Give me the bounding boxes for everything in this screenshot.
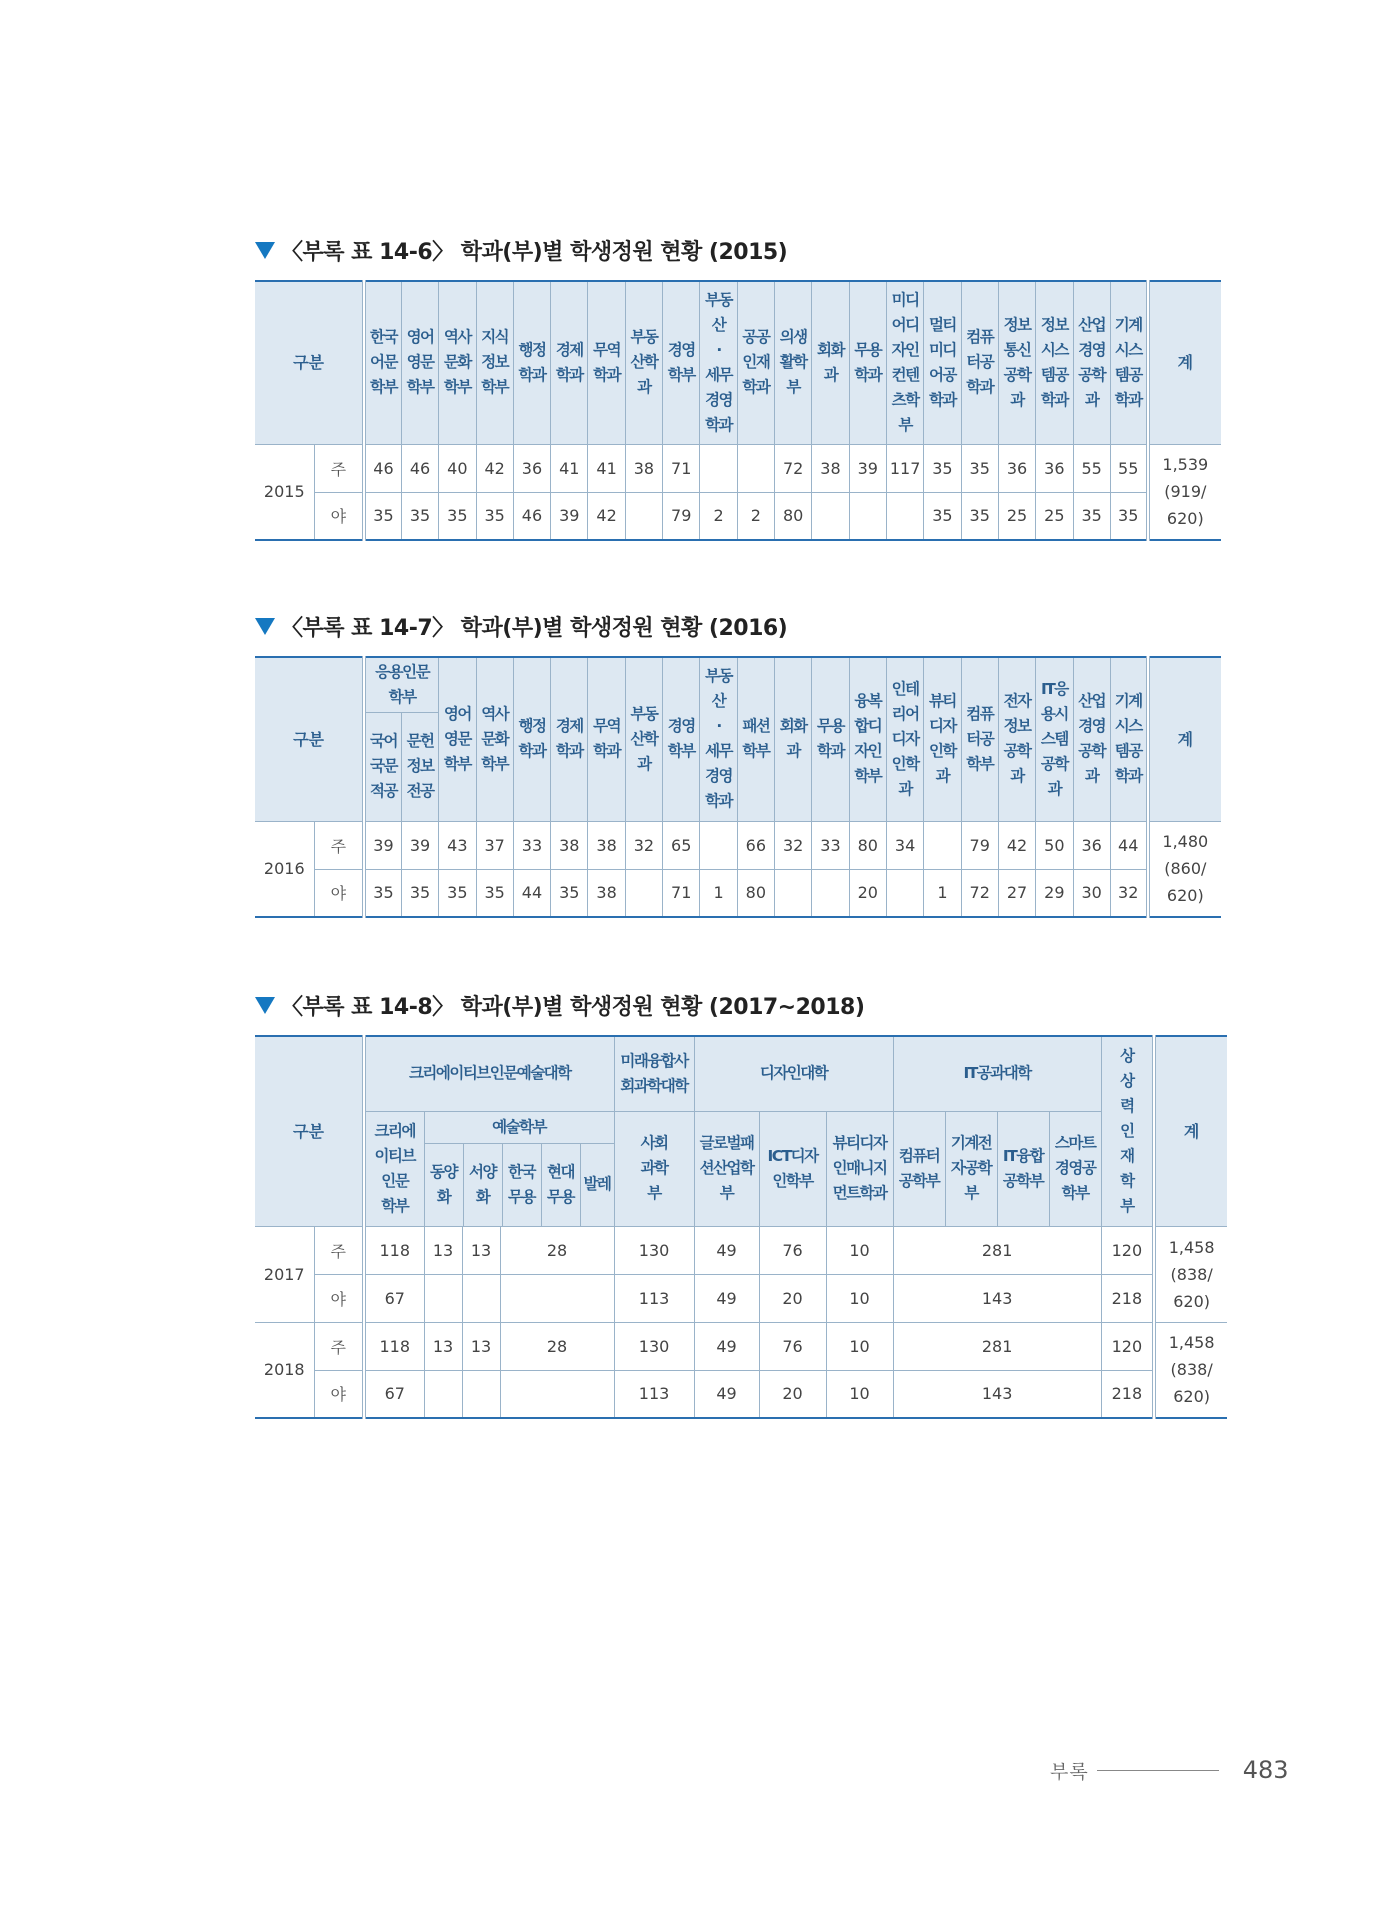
header-col: 무용 학과	[849, 281, 886, 444]
table-cell: 55	[1073, 444, 1110, 492]
table-cell: 49	[694, 1226, 759, 1274]
page-footer	[1050, 1752, 1300, 1788]
table-cell	[737, 444, 774, 492]
section-title-text: 〈부록 표 14-7〉 학과(부)별 학생정원 현황 (2016)	[281, 615, 788, 641]
table-cell: 20	[759, 1370, 826, 1418]
table-cell	[462, 1370, 500, 1418]
table-cell	[462, 1274, 500, 1322]
table-cell: 120	[1101, 1322, 1154, 1370]
header-col: 지식 정보 학부	[476, 281, 513, 444]
table-cell: 80	[775, 492, 812, 540]
header-group-applied-humanities: 응용인문 학부	[364, 657, 439, 712]
triangle-bullet-icon	[255, 618, 275, 635]
table-cell: 35	[476, 492, 513, 540]
table-cell: 49	[694, 1274, 759, 1322]
header-col: 영어 영문 학부	[439, 657, 476, 821]
header-col: 스마트 경영공 학부	[1049, 1111, 1101, 1226]
table-cell: 43	[439, 821, 476, 869]
table-cell: 218	[1101, 1274, 1154, 1322]
header-col: 회화 과	[775, 657, 812, 821]
year-cell: 2016	[255, 821, 314, 917]
header-social-science-school: 사회 과학 부	[614, 1111, 694, 1226]
table-cell: 49	[694, 1370, 759, 1418]
table-cell: 50	[1036, 821, 1073, 869]
table-cell: 1	[924, 869, 961, 917]
table-cell: 30	[1073, 869, 1110, 917]
enrollment-table-2015	[255, 280, 1221, 541]
table-cell: 46	[513, 492, 550, 540]
table-cell: 42	[588, 492, 625, 540]
header-col: 기계 시스 템공 학과	[1110, 281, 1147, 444]
total-cell: 1,480 (860/ 620)	[1148, 821, 1221, 917]
table-cell: 13	[462, 1322, 500, 1370]
day-night-label: 야	[314, 1370, 364, 1418]
table-cell: 10	[826, 1370, 893, 1418]
table-cell: 113	[614, 1274, 694, 1322]
table-cell: 49	[694, 1322, 759, 1370]
table-cell: 35	[1073, 492, 1110, 540]
table-cell: 281	[893, 1226, 1101, 1274]
table-cell: 13	[462, 1226, 500, 1274]
header-col: 뷰티 디자 인학 과	[924, 657, 961, 821]
header-col: 부동 산학 과	[625, 657, 662, 821]
header-arts-school-label: 예술학부	[425, 1112, 614, 1144]
header-col: 전자 정보 공학 과	[998, 657, 1035, 821]
table-section-2017-2018	[255, 989, 1221, 1419]
table-row	[255, 1370, 1227, 1418]
table-cell: 35	[364, 869, 401, 917]
table-cell: 38	[812, 444, 849, 492]
enrollment-table-2016	[255, 656, 1221, 918]
table-cell	[886, 869, 923, 917]
table-cell: 79	[663, 492, 700, 540]
enrollment-table-2017-2018	[255, 1035, 1227, 1419]
table-cell: 218	[1101, 1370, 1154, 1418]
header-col: 무용 학과	[812, 657, 849, 821]
table-cell: 32	[625, 821, 662, 869]
table-cell: 35	[924, 492, 961, 540]
day-night-label: 야	[314, 1274, 364, 1322]
table-cell: 13	[424, 1322, 462, 1370]
table-cell: 35	[924, 444, 961, 492]
table-cell: 120	[1101, 1226, 1154, 1274]
table-cell	[700, 821, 737, 869]
header-imagination-talent-school: 상 상 력 인 재 학 부	[1101, 1036, 1154, 1226]
table-cell: 38	[625, 444, 662, 492]
footer-label: 부록	[1050, 1760, 1089, 1783]
table-cell: 40	[439, 444, 476, 492]
header-col: 글로벌패 션산업학 부	[694, 1111, 759, 1226]
table-cell	[812, 492, 849, 540]
table-cell: 13	[424, 1226, 462, 1274]
table-cell: 41	[551, 444, 588, 492]
header-col: 뷰티디자 인매니지 먼트학과	[826, 1111, 893, 1226]
header-col: 의생 활학 부	[775, 281, 812, 444]
header-col: 부동 산학 과	[625, 281, 662, 444]
table-header-row	[255, 657, 1221, 712]
header-total: 계	[1148, 281, 1221, 444]
header-col: 행정 학과	[513, 657, 550, 821]
table-cell: 36	[1036, 444, 1073, 492]
header-col: 경영 학부	[663, 281, 700, 444]
table-cell: 35	[551, 869, 588, 917]
table-cell: 44	[513, 869, 550, 917]
table-cell: 41	[588, 444, 625, 492]
header-col: 국어 국문 적공	[364, 712, 401, 821]
footer-rule	[1097, 1770, 1219, 1771]
table-cell: 143	[893, 1370, 1101, 1418]
header-col: 역사 문화 학부	[439, 281, 476, 444]
header-col: 무역 학과	[588, 281, 625, 444]
day-night-label: 주	[314, 821, 364, 869]
header-gubun: 구분	[255, 281, 364, 444]
header-col: ICT디자 인학부	[759, 1111, 826, 1226]
table-cell: 32	[775, 821, 812, 869]
table-cell: 33	[812, 821, 849, 869]
section-title	[255, 989, 1221, 1021]
table-cell: 10	[826, 1274, 893, 1322]
header-col: 문헌 정보 전공	[401, 712, 438, 821]
header-col: 동양 화	[425, 1144, 464, 1226]
header-col: 멀티 미디 어공 학과	[924, 281, 961, 444]
header-col: 서양 화	[464, 1144, 503, 1226]
table-section-2016	[255, 610, 1221, 918]
table-cell	[700, 444, 737, 492]
table-cell: 39	[849, 444, 886, 492]
table-cell: 72	[775, 444, 812, 492]
section-title-text: 〈부록 표 14-8〉 학과(부)별 학생정원 현황 (2017~2018)	[281, 994, 865, 1020]
table-cell	[500, 1274, 614, 1322]
table-cell: 71	[663, 869, 700, 917]
header-college-it-engineering: IT공과대학	[893, 1036, 1101, 1111]
header-total: 계	[1148, 657, 1221, 821]
table-cell: 67	[364, 1370, 424, 1418]
table-cell: 28	[500, 1322, 614, 1370]
header-col: 산업 경영 공학 과	[1073, 281, 1110, 444]
table-cell: 118	[364, 1226, 424, 1274]
header-col: 정보 시스 템공 학과	[1036, 281, 1073, 444]
header-col: 부동 산 · 세무 경영 학과	[700, 657, 737, 821]
table-cell: 35	[476, 869, 513, 917]
table-cell: 80	[737, 869, 774, 917]
section-title	[255, 234, 1221, 266]
table-header-row	[255, 1111, 1227, 1226]
table-cell: 36	[1073, 821, 1110, 869]
table-cell: 35	[439, 492, 476, 540]
table-cell	[625, 492, 662, 540]
table-cell: 113	[614, 1370, 694, 1418]
table-cell	[625, 869, 662, 917]
header-col: 인테 리어 디자 인학 과	[886, 657, 923, 821]
table-cell: 10	[826, 1226, 893, 1274]
day-night-label: 주	[314, 1322, 364, 1370]
table-cell: 38	[588, 821, 625, 869]
header-col: 역사 문화 학부	[476, 657, 513, 821]
day-night-label: 야	[314, 869, 364, 917]
table-row	[255, 869, 1221, 917]
header-col: IT융합 공학부	[997, 1111, 1049, 1226]
day-night-label: 야	[314, 492, 364, 540]
table-cell: 27	[998, 869, 1035, 917]
table-section-2015	[255, 234, 1221, 541]
header-col: 융복 합디 자인 학부	[849, 657, 886, 821]
header-gubun: 구분	[255, 1036, 364, 1226]
table-cell: 37	[476, 821, 513, 869]
header-col: 기계전 자공학 부	[945, 1111, 997, 1226]
table-cell: 130	[614, 1226, 694, 1274]
table-cell: 36	[998, 444, 1035, 492]
table-cell: 25	[998, 492, 1035, 540]
table-cell	[424, 1370, 462, 1418]
table-cell	[775, 869, 812, 917]
table-cell: 80	[849, 821, 886, 869]
table-cell	[886, 492, 923, 540]
table-cell: 34	[886, 821, 923, 869]
header-col: 경제 학과	[551, 281, 588, 444]
table-cell: 29	[1036, 869, 1073, 917]
header-col: 정보 통신 공학 과	[998, 281, 1035, 444]
table-cell: 28	[500, 1226, 614, 1274]
table-cell	[924, 821, 961, 869]
header-col: 패션 학부	[737, 657, 774, 821]
header-gubun: 구분	[255, 657, 364, 821]
table-cell: 118	[364, 1322, 424, 1370]
header-college-design: 디자인대학	[694, 1036, 893, 1111]
table-cell: 35	[401, 869, 438, 917]
table-cell: 25	[1036, 492, 1073, 540]
triangle-bullet-icon	[255, 242, 275, 259]
table-row	[255, 444, 1221, 492]
table-cell: 39	[364, 821, 401, 869]
header-college-creative-humanities-arts: 크리에이티브인문예술대학	[364, 1036, 614, 1111]
header-col: IT응 용시 스템 공학 과	[1036, 657, 1073, 821]
header-col: 무역 학과	[588, 657, 625, 821]
table-cell: 1	[700, 869, 737, 917]
header-col: 기계 시스 템공 학과	[1110, 657, 1147, 821]
table-row	[255, 821, 1221, 869]
table-cell: 38	[551, 821, 588, 869]
header-col: 행정 학과	[513, 281, 550, 444]
table-cell: 39	[401, 821, 438, 869]
table-cell: 35	[961, 444, 998, 492]
header-col: 산업 경영 공학 과	[1073, 657, 1110, 821]
table-cell: 20	[759, 1274, 826, 1322]
table-header-row	[255, 281, 1221, 444]
header-col: 한국 무용	[503, 1144, 542, 1226]
table-cell: 76	[759, 1322, 826, 1370]
year-cell: 2017	[255, 1226, 314, 1322]
header-col: 영어 영문 학부	[401, 281, 438, 444]
table-cell	[500, 1370, 614, 1418]
table-cell: 35	[364, 492, 401, 540]
table-cell: 44	[1110, 821, 1147, 869]
total-cell: 1,539 (919/ 620)	[1148, 444, 1221, 540]
header-col: 부동 산 · 세무 경영 학과	[700, 281, 737, 444]
header-col: 경제 학과	[551, 657, 588, 821]
total-cell: 1,458 (838/ 620)	[1154, 1322, 1227, 1418]
table-cell: 10	[826, 1322, 893, 1370]
header-creative-humanities-school: 크리에 이티브 인문 학부	[364, 1111, 424, 1226]
table-cell: 42	[998, 821, 1035, 869]
header-col: 컴퓨 터공 학과	[961, 281, 998, 444]
triangle-bullet-icon	[255, 997, 275, 1014]
table-row	[255, 492, 1221, 540]
table-cell: 46	[401, 444, 438, 492]
table-cell: 39	[551, 492, 588, 540]
table-cell: 130	[614, 1322, 694, 1370]
table-cell: 281	[893, 1322, 1101, 1370]
table-cell: 2	[737, 492, 774, 540]
table-cell: 67	[364, 1274, 424, 1322]
header-col: 컴퓨 터공 학부	[961, 657, 998, 821]
table-cell: 35	[1110, 492, 1147, 540]
total-cell: 1,458 (838/ 620)	[1154, 1226, 1227, 1322]
table-cell	[812, 869, 849, 917]
header-arts-school	[424, 1111, 614, 1226]
year-cell: 2018	[255, 1322, 314, 1418]
header-col: 한국 어문 학부	[364, 281, 401, 444]
header-col: 경영 학부	[663, 657, 700, 821]
day-night-label: 주	[314, 1226, 364, 1274]
table-cell: 35	[401, 492, 438, 540]
header-total: 계	[1154, 1036, 1227, 1226]
table-cell: 66	[737, 821, 774, 869]
table-row	[255, 1322, 1227, 1370]
header-col: 컴퓨터 공학부	[893, 1111, 945, 1226]
day-night-label: 주	[314, 444, 364, 492]
header-col: 공공 인재 학과	[737, 281, 774, 444]
table-cell: 117	[886, 444, 923, 492]
year-cell: 2015	[255, 444, 314, 540]
table-cell: 79	[961, 821, 998, 869]
table-cell: 35	[961, 492, 998, 540]
table-cell	[849, 492, 886, 540]
table-cell: 46	[364, 444, 401, 492]
table-cell: 32	[1110, 869, 1147, 917]
table-cell: 38	[588, 869, 625, 917]
table-cell: 42	[476, 444, 513, 492]
table-cell: 35	[439, 869, 476, 917]
table-cell: 33	[513, 821, 550, 869]
header-college-future-convergence: 미래융합사 회과학대학	[614, 1036, 694, 1111]
table-cell: 36	[513, 444, 550, 492]
table-cell	[424, 1274, 462, 1322]
section-title-text: 〈부록 표 14-6〉 학과(부)별 학생정원 현황 (2015)	[281, 239, 788, 265]
header-col: 현대 무용	[542, 1144, 581, 1226]
table-cell: 72	[961, 869, 998, 917]
header-col: 미디 어디 자인 컨텐 츠학 부	[886, 281, 923, 444]
table-cell: 71	[663, 444, 700, 492]
table-cell: 65	[663, 821, 700, 869]
table-cell: 143	[893, 1274, 1101, 1322]
table-header-row	[255, 1036, 1227, 1111]
table-cell: 55	[1110, 444, 1147, 492]
header-col: 발레	[583, 1175, 611, 1193]
page-number: 483	[1242, 1756, 1289, 1784]
table-cell: 20	[849, 869, 886, 917]
table-row	[255, 1274, 1227, 1322]
section-title	[255, 610, 1221, 642]
table-cell: 2	[700, 492, 737, 540]
table-cell: 76	[759, 1226, 826, 1274]
header-col: 회화 과	[812, 281, 849, 444]
table-row	[255, 1226, 1227, 1274]
